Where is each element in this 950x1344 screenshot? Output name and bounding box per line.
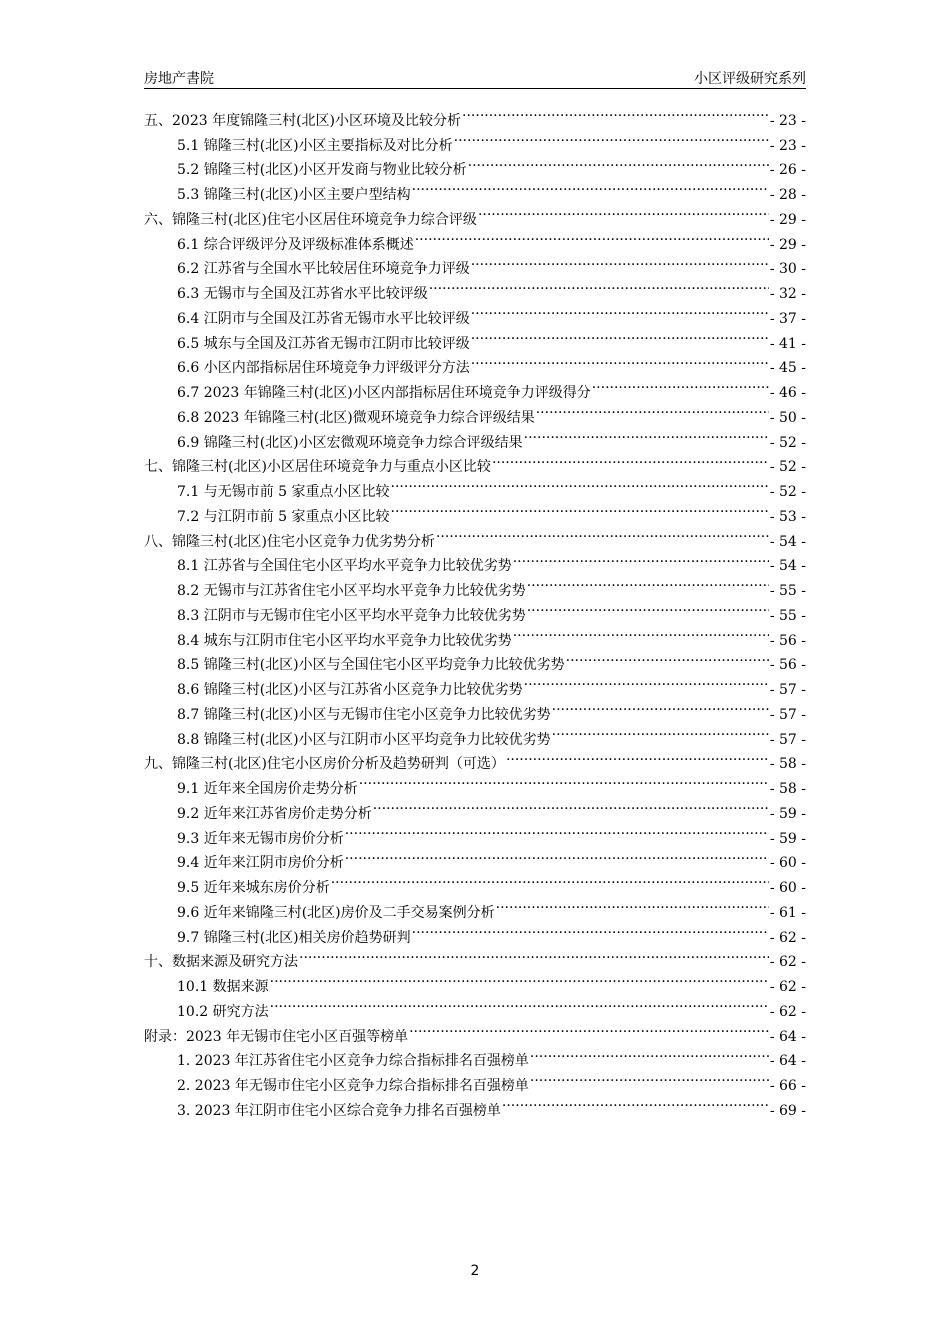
toc-entry-title: 6.8 2023 年锦隆三村(北区)微观环境竞争力综合评级结果 bbox=[177, 409, 535, 426]
table-of-contents bbox=[144, 100, 806, 1119]
toc-entry-title: 7.1 与无锡市前 5 家重点小区比较 bbox=[177, 484, 390, 500]
toc-entry-title: 3. 2023 年江阴市住宅小区综合竞争力排名百强榜单 bbox=[177, 1102, 501, 1119]
toc-dot-leader bbox=[415, 224, 769, 249]
toc-dot-leader bbox=[530, 1041, 769, 1066]
toc-dot-leader bbox=[462, 100, 769, 125]
toc-dot-leader bbox=[471, 249, 769, 274]
toc-entry-page: - 23 - bbox=[769, 137, 806, 154]
toc-entry-page: - 55 - bbox=[769, 607, 806, 624]
toc-entry-title: 附录：2023 年无锡市住宅小区百强等榜单 bbox=[144, 1028, 409, 1045]
toc-entry-page: - 64 - bbox=[769, 1053, 806, 1070]
toc-entry-title: 9.6 近年来锦隆三村(北区)房价及二手交易案例分析 bbox=[177, 904, 495, 921]
toc-dot-leader bbox=[502, 1090, 769, 1115]
toc-dot-leader bbox=[345, 818, 769, 843]
toc-entry-page: - 59 - bbox=[769, 805, 806, 822]
toc-dot-leader bbox=[524, 669, 769, 694]
toc-entry-title: 六、锦隆三村(北区)住宅小区居住环境竞争力综合评级 bbox=[144, 211, 477, 228]
toc-entry-page: - 29 - bbox=[769, 236, 806, 253]
toc-entry-title: 九、锦隆三村(北区)住宅小区房价分析及趋势研判（可选） bbox=[144, 756, 505, 773]
toc-entry-page: - 62 - bbox=[769, 954, 806, 971]
header-series: 小区评级研究系列 bbox=[694, 71, 806, 87]
toc-chapter-entry[interactable] bbox=[144, 100, 806, 129]
toc-entry-page: - 45 - bbox=[769, 360, 806, 377]
toc-entry-page: - 37 - bbox=[769, 310, 806, 327]
toc-dot-leader bbox=[566, 645, 769, 670]
page-header bbox=[144, 66, 806, 89]
toc-entry-page: - 50 - bbox=[769, 409, 806, 426]
toc-entry-page: - 60 - bbox=[769, 880, 806, 896]
toc-entry-title: 七、锦隆三村(北区)小区居住环境竞争力与重点小区比较 bbox=[144, 459, 491, 476]
toc-dot-leader bbox=[471, 348, 769, 373]
toc-entry-title: 1. 2023 年江苏省住宅小区竞争力综合指标排名百强榜单 bbox=[177, 1053, 529, 1070]
toc-entry-page: - 56 - bbox=[769, 632, 806, 649]
toc-entry-page: - 66 - bbox=[769, 1078, 806, 1094]
toc-entry-title: 6.4 江阴市与全国及江苏省无锡市水平比较评级 bbox=[177, 310, 470, 327]
toc-entry-page: - 62 - bbox=[769, 979, 806, 995]
toc-dot-leader bbox=[513, 620, 769, 645]
toc-entry-page: - 30 - bbox=[769, 261, 806, 278]
toc-entry-title: 八、锦隆三村(北区)住宅小区竞争力优劣势分析 bbox=[144, 533, 435, 550]
toc-dot-leader bbox=[513, 546, 769, 571]
toc-entry-title: 8.3 江阴市与无锡市住宅小区平均水平竞争力比较优劣势 bbox=[177, 607, 526, 624]
toc-dot-leader bbox=[471, 323, 769, 348]
toc-entry-title: 2. 2023 年无锡市住宅小区竞争力综合指标排名百强榜单 bbox=[177, 1078, 529, 1094]
toc-entry-title: 6.2 江苏省与全国水平比较居住环境竞争力评级 bbox=[177, 261, 470, 278]
toc-entry-title: 8.2 无锡市与江苏省住宅小区平均水平竞争力比较优劣势 bbox=[177, 583, 526, 599]
toc-dot-leader bbox=[331, 867, 769, 892]
toc-dot-leader bbox=[468, 150, 769, 175]
page-number: 2 bbox=[470, 1263, 480, 1279]
toc-entry-title: 6.3 无锡市与全国及江苏省水平比较评级 bbox=[177, 286, 428, 302]
toc-dot-leader bbox=[496, 892, 769, 917]
toc-entry-page: - 62 - bbox=[769, 929, 806, 946]
toc-entry-page: - 46 - bbox=[769, 385, 806, 401]
toc-dot-leader bbox=[429, 273, 769, 298]
toc-entry-page: - 61 - bbox=[769, 904, 806, 921]
toc-entry-page: - 55 - bbox=[769, 583, 806, 599]
toc-entry-title: 9.4 近年来江阴市房价分析 bbox=[177, 855, 344, 872]
toc-entry-title: 6.9 锦隆三村(北区)小区宏微观环境竞争力综合评级结果 bbox=[177, 434, 523, 451]
toc-dot-leader bbox=[536, 397, 769, 422]
toc-dot-leader bbox=[527, 595, 769, 620]
toc-dot-leader bbox=[270, 991, 769, 1016]
toc-dot-leader bbox=[436, 521, 769, 546]
toc-entry-page: - 56 - bbox=[769, 657, 806, 674]
toc-entry-title: 7.2 与江阴市前 5 家重点小区比较 bbox=[177, 508, 390, 525]
toc-dot-leader bbox=[454, 125, 769, 150]
toc-entry-page: - 57 - bbox=[769, 682, 806, 698]
toc-entry-title: 10.2 研究方法 bbox=[177, 1003, 269, 1020]
toc-dot-leader bbox=[592, 372, 769, 397]
header-publisher: 房地产書院 bbox=[144, 71, 214, 87]
toc-entry-title: 9.2 近年来江苏省房价走势分析 bbox=[177, 805, 372, 822]
toc-entry-title: 8.1 江苏省与全国住宅小区平均水平竞争力比较优劣势 bbox=[177, 558, 512, 575]
toc-entry-title: 8.7 锦隆三村(北区)小区与无锡市住宅小区竞争力比较优劣势 bbox=[177, 706, 551, 723]
toc-dot-leader bbox=[412, 174, 769, 199]
toc-dot-leader bbox=[552, 694, 769, 719]
toc-entry-title: 8.8 锦隆三村(北区)小区与江阴市小区平均竞争力比较优劣势 bbox=[177, 731, 551, 748]
toc-entry-page: - 53 - bbox=[769, 508, 806, 525]
toc-entry-page: - 57 - bbox=[769, 706, 806, 723]
toc-entry-page: - 69 - bbox=[769, 1102, 806, 1119]
toc-dot-leader bbox=[345, 843, 769, 868]
toc-entry-page: - 54 - bbox=[769, 533, 806, 550]
toc-entry-title: 8.6 锦隆三村(北区)小区与江苏省小区竞争力比较优劣势 bbox=[177, 682, 523, 698]
toc-entry-title: 五、2023 年度锦隆三村(北区)小区环境及比较分析 bbox=[144, 112, 462, 129]
toc-dot-leader bbox=[478, 199, 769, 224]
toc-entry-title: 9.5 近年来城东房价分析 bbox=[177, 880, 330, 896]
toc-entry-title: 十、数据来源及研究方法 bbox=[144, 954, 298, 971]
toc-entry-page: - 62 - bbox=[769, 1003, 806, 1020]
toc-dot-leader bbox=[471, 298, 769, 323]
toc-entry-title: 6.6 小区内部指标居住环境竞争力评级评分方法 bbox=[177, 360, 470, 377]
toc-dot-leader bbox=[492, 447, 769, 472]
toc-entry-page: - 59 - bbox=[769, 830, 806, 847]
toc-entry-title: 9.3 近年来无锡市房价分析 bbox=[177, 830, 344, 847]
toc-entry-title: 5.3 锦隆三村(北区)小区主要户型结构 bbox=[177, 187, 411, 203]
toc-entry-title: 6.5 城东与全国及江苏省无锡市江阴市比较评级 bbox=[177, 335, 470, 352]
toc-entry-title: 6.1 综合评级评分及评级标准体系概述 bbox=[177, 236, 414, 253]
toc-dot-leader bbox=[409, 1016, 769, 1041]
toc-dot-leader bbox=[412, 917, 769, 942]
toc-entry-page: - 52 - bbox=[769, 484, 806, 500]
toc-dot-leader bbox=[391, 471, 769, 496]
toc-entry-page: - 41 - bbox=[769, 335, 806, 352]
toc-entry-page: - 28 - bbox=[769, 187, 806, 203]
toc-entry-page: - 23 - bbox=[769, 112, 806, 129]
toc-entry-page: - 54 - bbox=[769, 558, 806, 575]
toc-entry-title: 5.1 锦隆三村(北区)小区主要指标及对比分析 bbox=[177, 137, 453, 154]
toc-entry-page: - 60 - bbox=[769, 855, 806, 872]
toc-entry-page: - 58 - bbox=[769, 781, 806, 797]
toc-entry-page: - 58 - bbox=[769, 756, 806, 773]
toc-dot-leader bbox=[530, 1065, 769, 1090]
toc-dot-leader bbox=[527, 570, 769, 595]
toc-entry-title: 9.1 近年来全国房价走势分析 bbox=[177, 781, 358, 797]
toc-dot-leader bbox=[506, 744, 769, 769]
toc-dot-leader bbox=[391, 496, 769, 521]
toc-dot-leader bbox=[552, 719, 769, 744]
toc-dot-leader bbox=[270, 966, 769, 991]
toc-entry-page: - 29 - bbox=[769, 211, 806, 228]
toc-entry-title: 10.1 数据来源 bbox=[177, 979, 269, 995]
toc-entry-title: 9.7 锦隆三村(北区)相关房价趋势研判 bbox=[177, 929, 411, 946]
toc-entry-title: 8.4 城东与江阴市住宅小区平均水平竞争力比较优劣势 bbox=[177, 632, 512, 649]
toc-dot-leader bbox=[359, 768, 769, 793]
toc-entry-title: 5.2 锦隆三村(北区)小区开发商与物业比较分析 bbox=[177, 162, 467, 179]
toc-dot-leader bbox=[524, 422, 769, 447]
toc-entry-title: 8.5 锦隆三村(北区)小区与全国住宅小区平均竞争力比较优劣势 bbox=[177, 657, 565, 674]
toc-entry-page: - 64 - bbox=[769, 1028, 806, 1045]
toc-entry-page: - 57 - bbox=[769, 731, 806, 748]
toc-entry-page: - 52 - bbox=[769, 434, 806, 451]
toc-entry-page: - 52 - bbox=[769, 459, 806, 476]
toc-entry-title: 6.7 2023 年锦隆三村(北区)小区内部指标居住环境竞争力评级得分 bbox=[177, 385, 591, 401]
toc-entry-page: - 26 - bbox=[769, 162, 806, 179]
toc-entry-page: - 32 - bbox=[769, 286, 806, 302]
toc-dot-leader bbox=[299, 942, 769, 967]
toc-dot-leader bbox=[373, 793, 769, 818]
